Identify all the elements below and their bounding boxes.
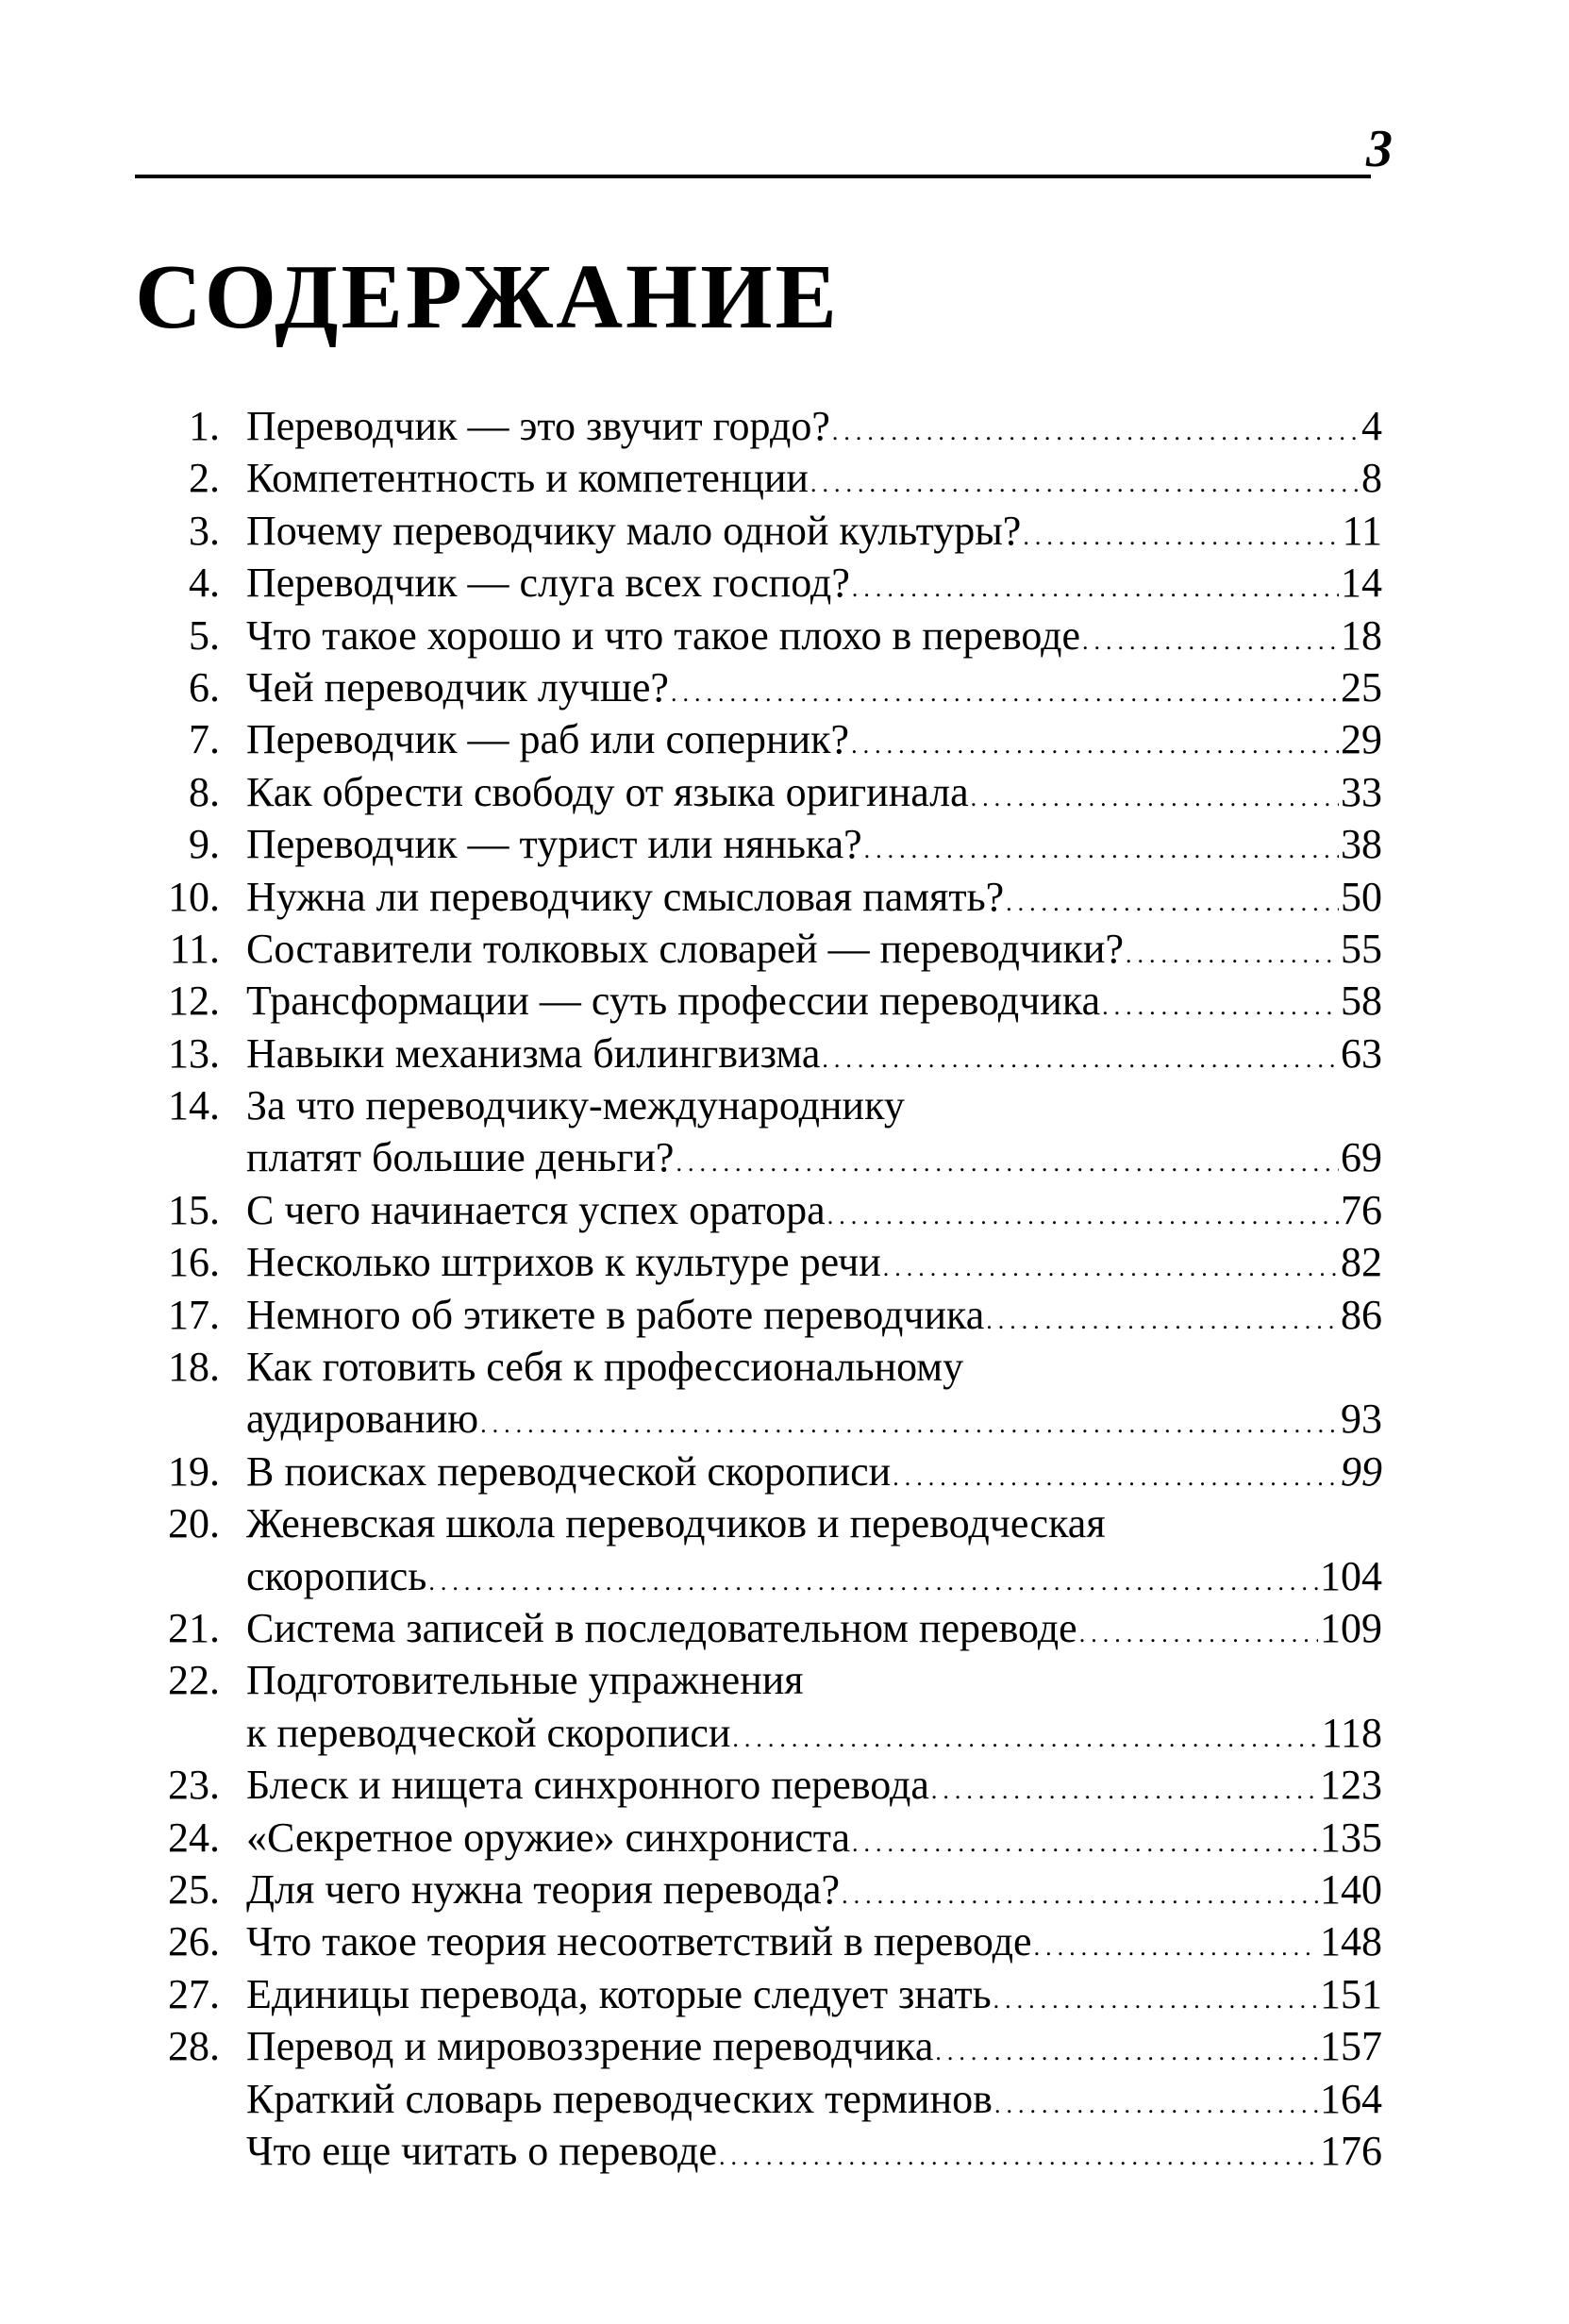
page-number: 3: [1366, 120, 1393, 178]
toc-title-wrap: [246, 1236, 1382, 1294]
toc-entry: [123, 1654, 1382, 1759]
toc-line: [123, 1654, 1382, 1706]
toc-entry: [123, 452, 1382, 504]
dot-leader: [935, 2026, 1318, 2078]
toc-line: [123, 1915, 1382, 1967]
toc-title: Компетентность и компетенции: [246, 455, 809, 502]
toc-title: В поисках переводческой скорописи: [246, 1447, 892, 1495]
header-rule: [135, 175, 1371, 178]
toc-title-wrap: [246, 2073, 1382, 2131]
toc-page-number: 11: [1342, 507, 1382, 554]
toc-entry: [123, 1289, 1382, 1341]
toc-page-number: 55: [1341, 925, 1382, 972]
toc-entry: [123, 1028, 1382, 1079]
toc-title: Чей переводчик лучше?: [246, 663, 669, 711]
toc-title-wrap: [246, 2125, 1382, 2182]
toc-entry: [123, 1184, 1382, 1236]
dot-leader: [827, 1190, 1339, 1242]
toc-title: Как готовить себя к профессиональному: [246, 1344, 964, 1391]
toc-line: [123, 871, 1382, 923]
toc-page-number: 164: [1320, 2075, 1382, 2122]
toc-title-wrap: [246, 818, 1382, 876]
toc-line: [123, 1812, 1382, 1864]
toc-title: С чего начинается успех оратора: [246, 1186, 826, 1233]
toc-entry: [123, 505, 1382, 557]
toc-title: Подготовительные упражнения: [246, 1657, 804, 1704]
toc-title-wrap: [246, 1759, 1382, 1816]
toc-page-number: 148: [1320, 1918, 1382, 1965]
toc-entry: [123, 818, 1382, 870]
toc-line: [123, 2020, 1382, 2072]
toc-number: 24.: [168, 1814, 220, 1861]
toc-entry: [123, 975, 1382, 1027]
toc-title: Почему переводчику мало одной культуры?: [246, 507, 1022, 554]
toc-title: скоропись: [246, 1552, 427, 1599]
toc-title: Трансформации — суть профессии переводчика: [246, 978, 1101, 1025]
toc-page-number: 58: [1341, 978, 1382, 1025]
toc-number: 23.: [168, 1762, 220, 1809]
toc-page-number: 157: [1320, 2023, 1382, 2070]
toc-title-wrap: [246, 1446, 1382, 1503]
toc-line: [123, 400, 1382, 452]
toc-title: Как обрести свободу от языка оригинала: [246, 768, 969, 815]
toc-title: Блеск и нищета синхронного перевода: [246, 1762, 929, 1809]
toc-entry: [123, 2073, 1382, 2125]
toc-page-number: 4: [1361, 403, 1382, 449]
toc-title: к переводческой скорописи: [246, 1709, 731, 1756]
toc-line: [123, 1131, 1382, 1183]
dot-leader: [842, 1869, 1318, 1921]
toc-number: 10.: [168, 873, 220, 920]
toc-title: Переводчик — раб или соперник?: [246, 716, 850, 763]
toc-title: Система записей в последовательном переводе: [246, 1604, 1077, 1651]
toc-line: [123, 505, 1382, 557]
dot-leader: [1006, 877, 1339, 928]
toc-title-wrap: [246, 661, 1382, 719]
dot-leader: [676, 1137, 1339, 1189]
toc-title: Что такое хорошо и что такое плохо в переводе: [246, 611, 1081, 659]
toc-entry: [123, 1079, 1382, 1184]
toc-entry: [123, 1812, 1382, 1864]
toc-number: 3.: [189, 507, 220, 554]
toc-title-wrap: [246, 1079, 1382, 1131]
dot-leader: [994, 2079, 1318, 2131]
toc-title: Навыки механизма билингвизма: [246, 1029, 821, 1077]
toc-entry: [123, 766, 1382, 818]
toc-line: [123, 1550, 1382, 1602]
toc-entry: [123, 2020, 1382, 2072]
toc-page-number: 38: [1341, 821, 1382, 868]
toc-title-wrap: [246, 766, 1382, 824]
toc-page-number: 99: [1341, 1447, 1382, 1495]
toc-page-number: 86: [1341, 1291, 1382, 1338]
toc-title: Перевод и мировоззрение переводчика: [246, 2023, 934, 2070]
toc-title-wrap: [246, 1707, 1382, 1764]
toc-title: аудированию: [246, 1396, 479, 1443]
toc-page-number: 29: [1341, 716, 1382, 763]
toc-title: Немного об этикете в работе переводчика: [246, 1291, 985, 1338]
toc-title-wrap: [246, 2020, 1382, 2078]
dot-leader: [480, 1398, 1339, 1450]
toc-page-number: 76: [1341, 1186, 1382, 1233]
toc-number: 22.: [168, 1657, 220, 1704]
toc-title: Несколько штрихов к культуре речи: [246, 1239, 881, 1286]
toc-line: [123, 975, 1382, 1027]
toc-number: 13.: [168, 1029, 220, 1077]
toc-title-wrap: [246, 1289, 1382, 1346]
toc-line: [123, 1289, 1382, 1341]
toc-page-number: 33: [1341, 768, 1382, 815]
toc-title-wrap: [246, 400, 1382, 458]
toc-line: [123, 1341, 1382, 1393]
page-title: СОДЕРЖАНИЕ: [135, 246, 840, 348]
toc-title-wrap: [246, 871, 1382, 928]
dot-leader: [971, 772, 1339, 824]
toc-entry: [123, 1602, 1382, 1654]
toc-page-number: 69: [1341, 1134, 1382, 1181]
toc-number: 26.: [168, 1918, 220, 1965]
toc-line: [123, 1028, 1382, 1079]
toc-line: [123, 923, 1382, 975]
toc-page-number: 176: [1320, 2127, 1382, 2174]
toc-number: 12.: [168, 978, 220, 1025]
toc-title-wrap: [246, 923, 1382, 980]
dot-leader: [993, 1974, 1318, 2026]
toc-line: [123, 766, 1382, 818]
toc-line: [123, 1497, 1382, 1549]
dot-leader: [1079, 1608, 1318, 1660]
toc-line: [123, 1446, 1382, 1497]
toc-title-wrap: [246, 1184, 1382, 1242]
toc-number: 18.: [168, 1344, 220, 1391]
dot-leader: [852, 1817, 1318, 1869]
toc-line: [123, 1968, 1382, 2020]
toc-title: Что такое теория несоответствий в переводе: [246, 1918, 1032, 1965]
toc-title: платят большие деньги?: [246, 1134, 675, 1181]
toc-entry: [123, 1236, 1382, 1288]
toc-title-wrap: [246, 1864, 1382, 1921]
toc-entry: [123, 713, 1382, 765]
toc-title: За что переводчику-международнику: [246, 1082, 905, 1129]
toc-line: [123, 818, 1382, 870]
toc-line: [123, 610, 1382, 661]
toc-page-number: 123: [1320, 1762, 1382, 1809]
toc-page-number: 63: [1341, 1029, 1382, 1077]
table-of-contents: [123, 400, 1382, 2177]
toc-title-wrap: [246, 1654, 1382, 1706]
toc-page-number: 140: [1320, 1865, 1382, 1913]
toc-number: 14.: [168, 1082, 220, 1129]
toc-title-wrap: [246, 452, 1382, 510]
dot-leader: [1102, 980, 1339, 1032]
toc-page-number: 50: [1341, 873, 1382, 920]
toc-number: 20.: [168, 1500, 220, 1547]
toc-entry: [123, 1864, 1382, 1915]
toc-number: 17.: [168, 1291, 220, 1338]
dot-leader: [428, 1556, 1318, 1608]
toc-number: 1.: [189, 403, 220, 449]
toc-title-wrap: [246, 1497, 1382, 1549]
toc-page-number: 82: [1341, 1239, 1382, 1286]
dot-leader: [986, 1295, 1339, 1346]
toc-line: [123, 713, 1382, 765]
toc-number: 28.: [168, 2023, 220, 2070]
toc-number: 7.: [189, 716, 220, 763]
toc-line: [123, 1864, 1382, 1915]
toc-title: «Секретное оружие» синхрониста: [246, 1814, 851, 1861]
toc-title-wrap: [246, 975, 1382, 1032]
toc-title-wrap: [246, 1131, 1382, 1189]
dot-leader: [810, 458, 1360, 510]
toc-title-wrap: [246, 557, 1382, 614]
toc-number: 6.: [189, 663, 220, 711]
toc-title: Составители толковых словарей — переводчики?: [246, 925, 1124, 972]
toc-page-number: 118: [1321, 1709, 1382, 1756]
toc-entry: [123, 1915, 1382, 1967]
toc-number: 11.: [169, 925, 220, 972]
dot-leader: [1023, 510, 1340, 562]
dot-leader: [883, 1242, 1339, 1294]
dot-leader: [893, 1451, 1339, 1503]
toc-entry: [123, 400, 1382, 452]
dot-leader: [864, 824, 1339, 876]
toc-title-wrap: [246, 1812, 1382, 1869]
toc-title-wrap: [246, 1602, 1382, 1660]
toc-title: Переводчик — слуга всех господ?: [246, 560, 850, 607]
toc-title-wrap: [246, 1341, 1382, 1393]
toc-title: Женевская школа переводчиков и переводческая: [246, 1500, 1106, 1547]
toc-entry: [123, 1497, 1382, 1602]
dot-leader: [1034, 1921, 1318, 1973]
toc-title: Единицы перевода, которые следует знать: [246, 1970, 992, 2017]
toc-entry: [123, 1759, 1382, 1811]
toc-number: 5.: [189, 611, 220, 659]
toc-line: [123, 452, 1382, 504]
toc-title-wrap: [246, 505, 1382, 562]
toc-title-wrap: [246, 1915, 1382, 1973]
toc-number: 21.: [168, 1604, 220, 1651]
toc-title-wrap: [246, 1550, 1382, 1608]
dot-leader: [931, 1764, 1318, 1816]
toc-entry: [123, 1968, 1382, 2020]
toc-page-number: 14: [1341, 560, 1382, 607]
toc-line: [123, 557, 1382, 609]
toc-title-wrap: [246, 1028, 1382, 1085]
toc-title-wrap: [246, 1968, 1382, 2026]
toc-title-wrap: [246, 1393, 1382, 1450]
toc-line: [123, 1707, 1382, 1759]
toc-entry: [123, 1446, 1382, 1497]
toc-entry: [123, 557, 1382, 609]
toc-title-wrap: [246, 713, 1382, 771]
toc-title: Краткий словарь переводческих терминов: [246, 2075, 993, 2122]
toc-page-number: 151: [1320, 1970, 1382, 2017]
toc-line: [123, 1236, 1382, 1288]
toc-line: [123, 661, 1382, 713]
toc-line: [123, 1602, 1382, 1654]
toc-number: 15.: [168, 1186, 220, 1233]
dot-leader: [719, 2131, 1318, 2182]
toc-number: 16.: [168, 1239, 220, 1286]
toc-page-number: 8: [1361, 455, 1382, 502]
toc-title: Переводчик — турист или нянька?: [246, 821, 862, 868]
dot-leader: [852, 562, 1339, 614]
dot-leader: [822, 1033, 1339, 1085]
toc-entry: [123, 610, 1382, 661]
dot-leader: [671, 667, 1339, 719]
toc-entry: [123, 923, 1382, 975]
toc-number: 2.: [189, 455, 220, 502]
toc-page-number: 25: [1341, 663, 1382, 711]
toc-line: [123, 1184, 1382, 1236]
toc-title: Нужна ли переводчику смысловая память?: [246, 873, 1005, 920]
toc-title: Что еще читать о переводе: [246, 2127, 718, 2174]
toc-line: [123, 1079, 1382, 1131]
toc-line: [123, 2125, 1382, 2177]
toc-page-number: 109: [1320, 1604, 1382, 1651]
toc-number: 27.: [168, 1970, 220, 2017]
dot-leader: [1082, 615, 1339, 667]
toc-entry: [123, 661, 1382, 713]
dot-leader: [1126, 928, 1339, 980]
toc-page-number: 18: [1341, 611, 1382, 659]
toc-title: Для чего нужна теория перевода?: [246, 1865, 841, 1913]
toc-number: 25.: [168, 1865, 220, 1913]
toc-line: [123, 1393, 1382, 1445]
dot-leader: [832, 406, 1360, 458]
dot-leader: [851, 719, 1339, 771]
toc-title-wrap: [246, 610, 1382, 667]
toc-page-number: 104: [1320, 1552, 1382, 1599]
toc-number: 8.: [189, 768, 220, 815]
toc-line: [123, 2073, 1382, 2125]
toc-number: 4.: [189, 560, 220, 607]
dot-leader: [732, 1713, 1319, 1764]
toc-page-number: 93: [1341, 1396, 1382, 1443]
toc-number: 19.: [168, 1447, 220, 1495]
toc-entry: [123, 2125, 1382, 2177]
toc-line: [123, 1759, 1382, 1811]
toc-entry: [123, 1341, 1382, 1446]
toc-page-number: 135: [1320, 1814, 1382, 1861]
toc-entry: [123, 871, 1382, 923]
toc-title: Переводчик — это звучит гордо?: [246, 403, 830, 449]
toc-number: 9.: [189, 821, 220, 868]
